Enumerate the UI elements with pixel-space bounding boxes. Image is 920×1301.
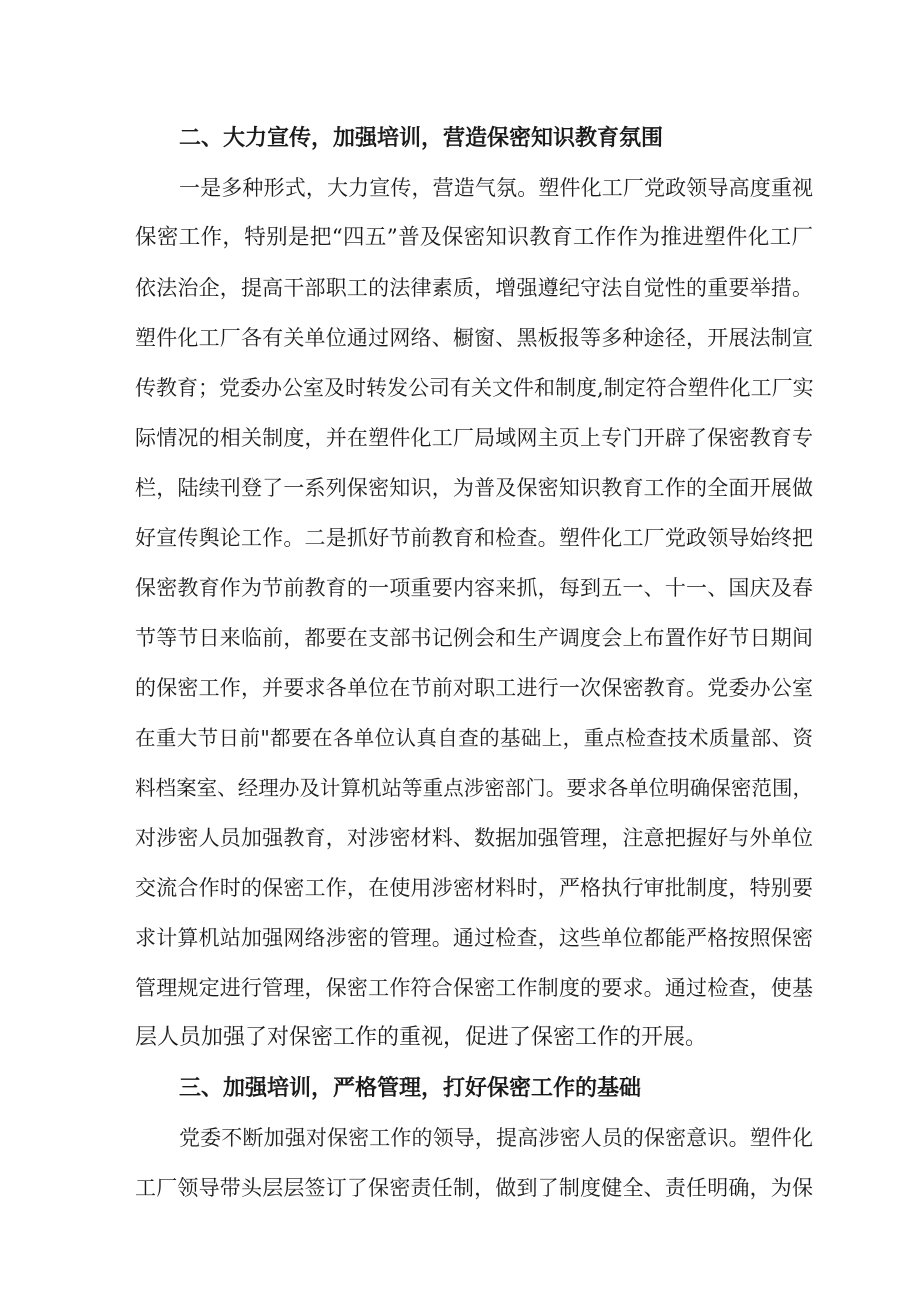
paragraph-line: 保密教育作为节前教育的一项重要内容来抓，每到五一、十一、国庆及春	[135, 576, 813, 600]
paragraph-line: 党委不断加强对保密工作的领导，提高涉密人员的保密意识。塑件化	[179, 1126, 813, 1150]
paragraph-line: 的保密工作，并要求各单位在节前对职工进行一次保密教育。党委办公室	[135, 676, 813, 700]
paragraph-line: 保密工作，特别是把“四五”普及保密知识教育工作作为推进塑件化工厂	[135, 225, 813, 250]
paragraph-line: 塑件化工厂各有关单位通过网络、橱窗、黑板报等多种途径，开展法制宣	[135, 326, 813, 350]
paragraph-line: 一是多种形式，大力宣传，营造气氛。塑件化工厂党政领导高度重视	[179, 176, 813, 200]
paragraph-line: 栏，陆续刊登了一系列保密知识，为普及保密知识教育工作的全面开展做	[135, 476, 813, 500]
section-heading-3: 三、加强培训，严格管理，打好保密工作的基础	[179, 1075, 642, 1101]
paragraph-line: 好宣传舆论工作。二是抓好节前教育和检查。塑件化工厂党政领导始终把	[135, 526, 813, 550]
paragraph-line: 际情况的相关制度，并在塑件化工厂局域网主页上专门开辟了保密教育专	[135, 426, 813, 450]
section-paragraph-2	[135, 163, 813, 1063]
paragraph-line: 料档案室、经理办及计算机站等重点涉密部门。要求各单位明确保密范围，	[135, 776, 813, 800]
paragraph-line: 在重大节日前"都要在各单位认真自查的基础上，重点检查技术质量部、资	[135, 726, 813, 750]
paragraph-line: 节等节日来临前，都要在支部书记例会和生产调度会上布置作好节日期间	[135, 626, 813, 650]
paragraph-line: 管理规定进行管理，保密工作符合保密工作制度的要求。通过检查，使基	[135, 976, 813, 1000]
paragraph-line: 依法治企，提高干部职工的法律素质，增强遵纪守法自觉性的重要举措。	[135, 276, 813, 300]
paragraph-line: 传教育；党委办公室及时转发公司有关文件和制度,制定符合塑件化工厂实	[135, 376, 814, 400]
paragraph-line: 工厂领导带头层层签订了保密责任制，做到了制度健全、责任明确，为保	[135, 1176, 813, 1200]
section-heading-2: 二、大力宣传，加强培训，营造保密知识教育氛围	[179, 125, 664, 151]
paragraph-line: 对涉密人员加强教育，对涉密材料、数据加强管理，注意把握好与外单位	[135, 826, 813, 850]
paragraph-line: 求计算机站加强网络涉密的管理。通过检查，这些单位都能严格按照保密	[135, 926, 813, 950]
section-paragraph-3	[135, 1113, 813, 1213]
paragraph-line: 层人员加强了对保密工作的重视，促进了保密工作的开展。	[135, 1025, 708, 1050]
paragraph-line: 交流合作时的保密工作，在使用涉密材料时，严格执行审批制度，特别要	[135, 876, 813, 900]
